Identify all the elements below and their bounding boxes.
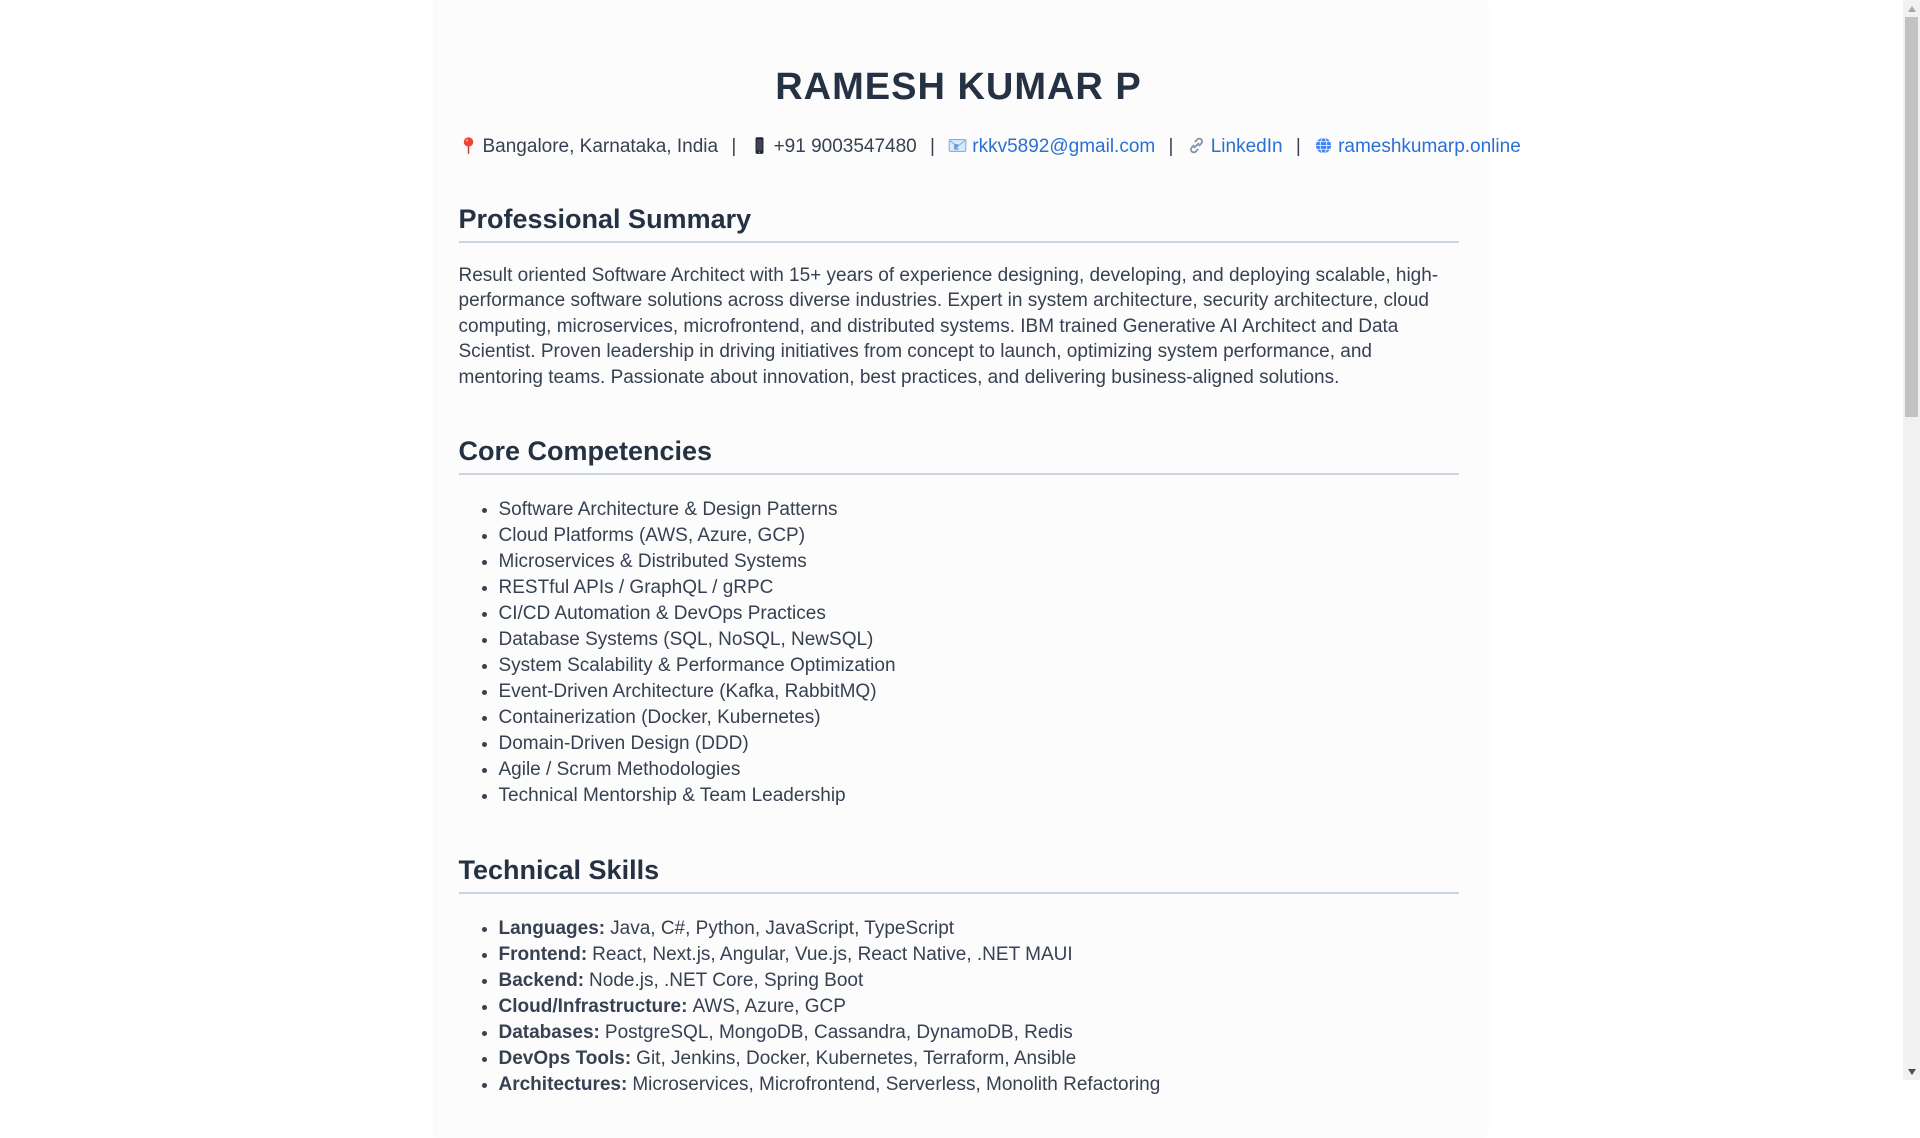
contact-phone: +91 9003547480: [773, 135, 917, 157]
email-icon: [948, 136, 967, 155]
list-item: • RESTful APIs / GraphQL / gRPC: [499, 575, 1459, 601]
section-rule: [459, 241, 1459, 243]
section-title-technical-skills: Technical Skills: [458, 855, 660, 886]
skill-value: AWS, Azure, GCP: [692, 996, 846, 1018]
list-item: • Technical Mentorship & Team Leadership: [499, 783, 1459, 809]
svg-text:E: E: [954, 143, 959, 152]
skill-label: DevOps Tools:: [498, 1048, 632, 1070]
list-item: • CI/CD Automation & DevOps Practices: [499, 601, 1459, 627]
skill-label: Frontend:: [498, 944, 588, 966]
skill-value: React, Next.js, Angular, Vue.js, React Native, .NET MAUI: [592, 944, 1073, 966]
list-item: • Database Systems (SQL, NoSQL, NewSQL): [499, 627, 1459, 653]
section-rule: [459, 892, 1459, 894]
list-item: [499, 994, 1459, 1020]
skill-label: Cloud/Infrastructure:: [498, 996, 688, 1018]
scroll-up-arrow-icon: [1908, 6, 1916, 12]
list-item: [499, 968, 1459, 994]
list-item: [499, 1072, 1459, 1098]
list-item: [499, 1020, 1459, 1046]
contact-website-link[interactable]: rameshkumarp.online: [1338, 135, 1521, 157]
list-item: [499, 916, 1459, 942]
section-rule: [459, 473, 1459, 475]
section-title-core-competencies: Core Competencies: [458, 436, 713, 467]
scrollbar-up-button[interactable]: [1903, 0, 1920, 17]
skill-value: Java, C#, Python, JavaScript, TypeScript: [610, 918, 955, 940]
skill-value: Node.js, .NET Core, Spring Boot: [589, 970, 864, 992]
core-competencies-list: [459, 497, 1459, 809]
skill-label: Languages:: [498, 918, 606, 940]
contact-separator: |: [731, 135, 737, 157]
contact-linkedin-link[interactable]: LinkedIn: [1210, 135, 1283, 157]
scroll-down-arrow-icon: [1908, 1069, 1916, 1075]
list-item: • System Scalability & Performance Optimization: [499, 653, 1459, 679]
contact-email-link[interactable]: rkkv5892@gmail.com: [972, 135, 1156, 157]
location-pin-icon: [459, 136, 478, 155]
skill-label: Backend:: [498, 970, 585, 992]
scrollbar-thumb[interactable]: [1905, 17, 1918, 417]
professional-summary-text: Result oriented Software Architect with 15+ years of experience designing, developing, and deploying scalable, high-performance software solutions across diverse industries. Expert in system architecture, security architecture, cloud computing, microservices, microfrontend, and distributed systems. IBM trained Generative AI Architect and Data Scientist. Proven leadership in driving initiatives from concept to launch, optimizing system performance, and mentoring teams. Passionate about innovation, best practices, and delivering business-aligned solutions.: [458, 264, 1439, 388]
list-item: • Cloud Platforms (AWS, Azure, GCP): [499, 523, 1459, 549]
skill-value: PostgreSQL, MongoDB, Cassandra, DynamoDB, Redis: [604, 1022, 1073, 1044]
contact-location: Bangalore, Karnataka, India: [482, 135, 719, 157]
section-core-competencies: [459, 436, 1459, 809]
skill-value: Git, Jenkins, Docker, Kubernetes, Terraform, Ansible: [636, 1048, 1077, 1070]
vertical-scrollbar[interactable]: [1903, 0, 1920, 1080]
contact-line: [459, 135, 1521, 158]
list-item: • Domain-Driven Design (DDD): [499, 731, 1459, 757]
list-item: • Event-Driven Architecture (Kafka, RabbitMQ): [499, 679, 1459, 705]
contact-separator: |: [1295, 135, 1301, 157]
skill-label: Databases:: [498, 1022, 600, 1044]
skill-label: Architectures:: [498, 1074, 628, 1096]
resume-page: [437, 0, 1521, 1138]
list-item: • Agile / Scrum Methodologies: [499, 757, 1459, 783]
section-technical-skills: [459, 855, 1459, 1098]
list-item: • Microservices & Distributed Systems: [499, 549, 1459, 575]
page-title: RAMESH KUMAR P: [775, 66, 1142, 108]
technical-skills-list: [459, 916, 1459, 1098]
list-item: • Software Architecture & Design Patterns: [499, 497, 1459, 523]
contact-separator: |: [1168, 135, 1174, 157]
section-professional-summary: [459, 204, 1459, 391]
section-title-professional-summary: Professional Summary: [458, 203, 752, 234]
scrollbar-down-button[interactable]: [1903, 1063, 1920, 1080]
mobile-phone-icon: [750, 136, 769, 155]
list-item: [499, 1046, 1459, 1072]
list-item: [499, 942, 1459, 968]
list-item: • Containerization (Docker, Kubernetes): [499, 705, 1459, 731]
link-icon: [1187, 136, 1206, 155]
contact-separator: |: [930, 135, 935, 157]
globe-icon: [1314, 136, 1333, 155]
skill-value: Microservices, Microfrontend, Serverless, Monolith Refactoring: [632, 1074, 1161, 1096]
